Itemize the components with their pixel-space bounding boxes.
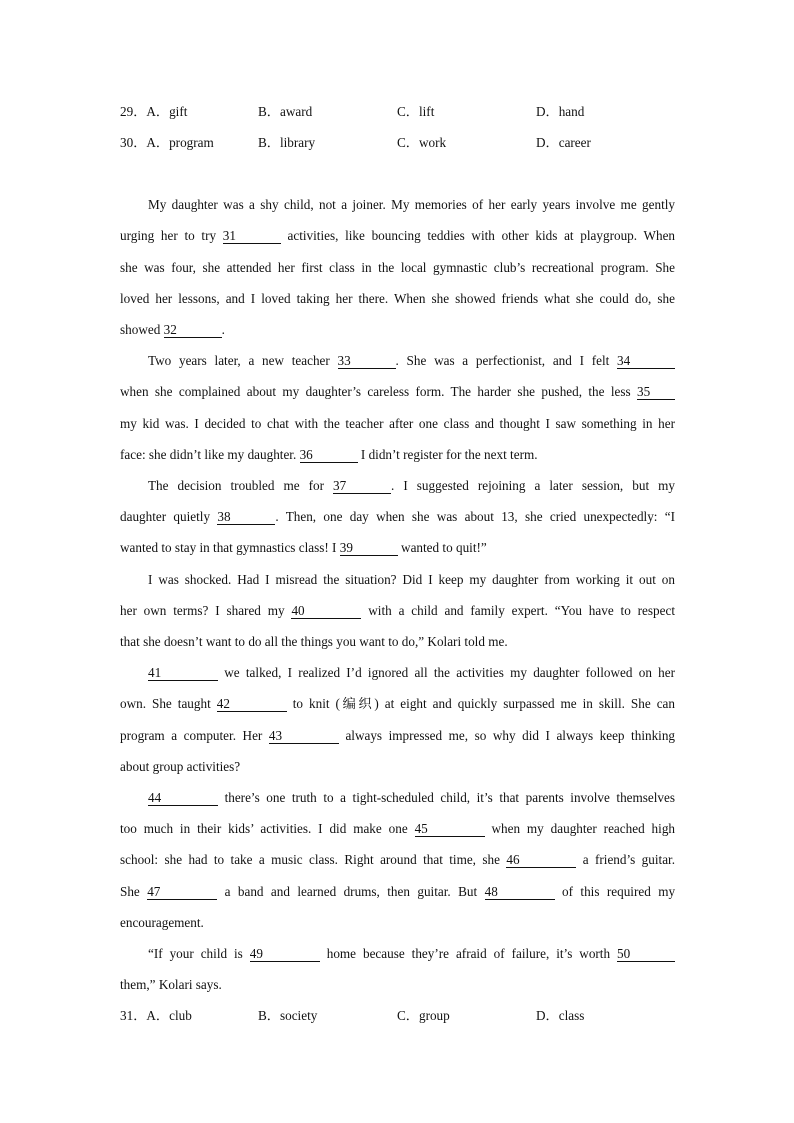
option-30-c: C．work	[397, 135, 447, 150]
option-30-a: 30．A．program	[120, 135, 214, 150]
option-29-a: 29．A．gift	[120, 104, 188, 119]
passage-line: “If your child is 49 home because they’re afraid of failure, it’s worth 50	[148, 944, 675, 964]
blank-37[interactable]: 37	[333, 478, 391, 494]
passage-line: when she complained about my daughter’s careless form. The harder she pushed, the less 35	[120, 382, 675, 402]
option-31-a: 31．A．club	[120, 1008, 192, 1023]
passage-line: my kid was. I decided to chat with the teacher after one class and thought I saw something in her	[120, 416, 675, 431]
option-31-d: D．class	[536, 1008, 585, 1023]
passage-line: showed 32 .	[120, 322, 225, 337]
option-31-c: C．group	[397, 1008, 450, 1023]
passage-line: Two years later, a new teacher 33 . She was a perfectionist, and I felt 34	[148, 351, 675, 371]
passage-line: about group activities?	[120, 759, 241, 774]
blank-31[interactable]: 31	[223, 228, 281, 244]
passage-line: that she doesn’t want to do all the things you want to do,” Kolari told me.	[120, 634, 508, 649]
blank-33[interactable]: 33	[338, 353, 396, 369]
blank-47[interactable]: 47	[147, 884, 217, 900]
blank-38[interactable]: 38	[217, 509, 275, 525]
passage-line: She 47 a band and learned drums, then guitar. But 48 of this required my	[120, 884, 676, 899]
passage-line: 44 there’s one truth to a tight-scheduled child, it’s that parents involve themselves	[148, 790, 676, 805]
option-31-b: B．society	[258, 1008, 318, 1023]
option-29-b: B．award	[258, 104, 313, 119]
option-29-d: D．hand	[536, 104, 585, 119]
passage-line: her own terms? I shared my 40 with a child and family expert. “You have to respect	[120, 603, 675, 618]
passage-line: My daughter was a shy child, not a joiner. My memories of her early years involve me gently	[148, 197, 675, 212]
passage-line: program a computer. Her 43 always impressed me, so why did I always keep thinking	[120, 728, 676, 743]
blank-50[interactable]: 50	[617, 946, 675, 962]
blank-43[interactable]: 43	[269, 728, 339, 744]
passage-line: school: she had to take a music class. Right around that time, she 46 a friend’s guitar.	[120, 852, 676, 867]
passage-line: urging her to try 31 activities, like bouncing teddies with other kids at playgroup. When	[120, 228, 676, 243]
passage-line: face: she didn’t like my daughter. 36 I didn’t register for the next term.	[120, 447, 538, 462]
blank-48[interactable]: 48	[485, 884, 555, 900]
passage-line: own. She taught 42 to knit (编织) at eight and quickly surpassed me in skill. She can	[120, 696, 675, 711]
passage-line: wanted to stay in that gymnastics class! I 39 wanted to quit!”	[120, 540, 487, 555]
blank-45[interactable]: 45	[415, 821, 485, 837]
blank-44[interactable]: 44	[148, 790, 218, 806]
blank-36[interactable]: 36	[300, 447, 358, 463]
blank-41[interactable]: 41	[148, 665, 218, 681]
passage-line: daughter quietly 38 . Then, one day when she was about 13, she cried unexpectedly: “I	[120, 509, 675, 524]
blank-35[interactable]: 35	[637, 384, 675, 400]
blank-42[interactable]: 42	[217, 696, 287, 712]
option-30-d: D．career	[536, 135, 591, 150]
blank-40[interactable]: 40	[291, 603, 361, 619]
blank-49[interactable]: 49	[250, 946, 320, 962]
blank-34[interactable]: 34	[617, 353, 675, 369]
option-29-c: C．lift	[397, 104, 435, 119]
blank-32[interactable]: 32	[164, 322, 222, 338]
passage-line: loved her lessons, and I loved taking her there. When she showed friends what she could do, she	[120, 291, 675, 306]
passage-line: them,” Kolari says.	[120, 977, 222, 992]
passage-line: encouragement.	[120, 915, 204, 930]
passage-line: she was four, she attended her first class in the local gymnastic club’s recreational program. She	[120, 260, 675, 275]
passage-line: The decision troubled me for 37 . I suggested rejoining a later session, but my	[148, 478, 675, 493]
option-30-b: B．library	[258, 135, 316, 150]
passage-line: I was shocked. Had I misread the situation? Did I keep my daughter from working it out on	[148, 572, 675, 587]
blank-46[interactable]: 46	[506, 852, 576, 868]
passage-line: 41 we talked, I realized I’d ignored all the activities my daughter followed on her	[148, 665, 676, 680]
blank-39[interactable]: 39	[340, 540, 398, 556]
passage-line: too much in their kids’ activities. I did make one 45 when my daughter reached high	[120, 821, 676, 836]
